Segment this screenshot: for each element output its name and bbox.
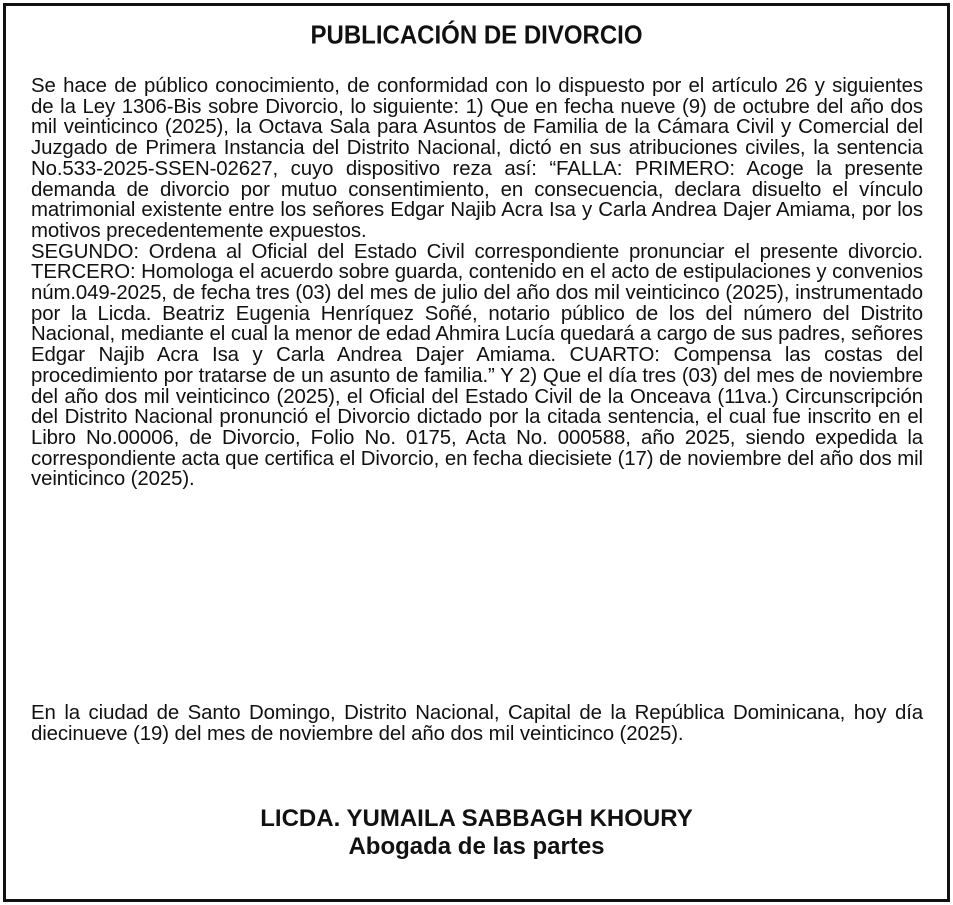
signature-name: LICDA. YUMAILA SABBAGH KHOURY — [260, 805, 693, 832]
notice-body — [31, 76, 923, 490]
divorce-notice — [3, 3, 950, 902]
notice-paragraph-1: Se hace de público conocimiento, de conformidad con lo dispuesto por el artículo 26 y siguientes de la Ley 1306-Bis sobre Divorcio, lo siguiente: 1) Que en fecha nueve (9) de octubre del año dos mil veinticinco (2025), la Octava Sala para Asuntos de Familia de la Cámara Civil y Comercial del Juzgado de Primera Instancia del Distrito Nacional, dictó en sus atribuciones civiles, la sentencia No.533-2025-SSEN-02627, cuyo dispositivo reza así: “FALLA: PRIMERO: Acoge la presente demanda de divorcio por mutuo consentimiento, en consecuencia, declara disuelto el vínculo matrimonial existente entre los señores Edgar Najib Acra Isa y Carla Andrea Dajer Amiama, por los motivos precedentemente expuestos. — [31, 75, 923, 242]
notice-title: PUBLICACIÓN DE DIVORCIO — [310, 20, 643, 51]
notice-closing: En la ciudad de Santo Domingo, Distrito Nacional, Capital de la República Dominicana, hoy día diecinueve (19) del mes de noviembre del año dos mil veinticinco (2025). — [31, 702, 923, 745]
signature-role: Abogada de las partes — [348, 833, 605, 860]
signature-block — [6, 805, 947, 861]
notice-paragraph-2: SEGUNDO: Ordena al Oficial del Estado Civil correspondiente pronunciar el presente divorcio. TERCERO: Homologa el acuerdo sobre guarda, contenido en el acto de estipulaciones y convenios núm.049-2025, de fecha tres (03) del mes de julio del año dos mil veinticinco (2025), instrumentado por la Licda. Beatriz Eugenia Henríquez Soñé, notario público de los del número del Distrito Nacional, mediante el cual la menor de edad Ahmira Lucía quedará a cargo de sus padres, señores Edgar Najib Acra Isa y Carla Andrea Dajer Amiama. CUARTO: Compensa las costas del procedimiento por tratarse de un asunto de familia.” Y 2) Que el día tres (03) del mes de noviembre del año dos mil veinticinco (2025), el Oficial del Estado Civil de la Onceava (11va.) Circunscripción del Distrito Nacional pronunció el Divorcio dictado por la citada sentencia, el cual fue inscrito en el Libro No.00006, de Divorcio, Folio No. 0175, Acta No. 000588, año 2025, siendo expedida la correspondiente acta que certifica el Divorcio, en fecha diecisiete (17) de noviembre del año dos mil veinticinco (2025). — [31, 240, 923, 491]
